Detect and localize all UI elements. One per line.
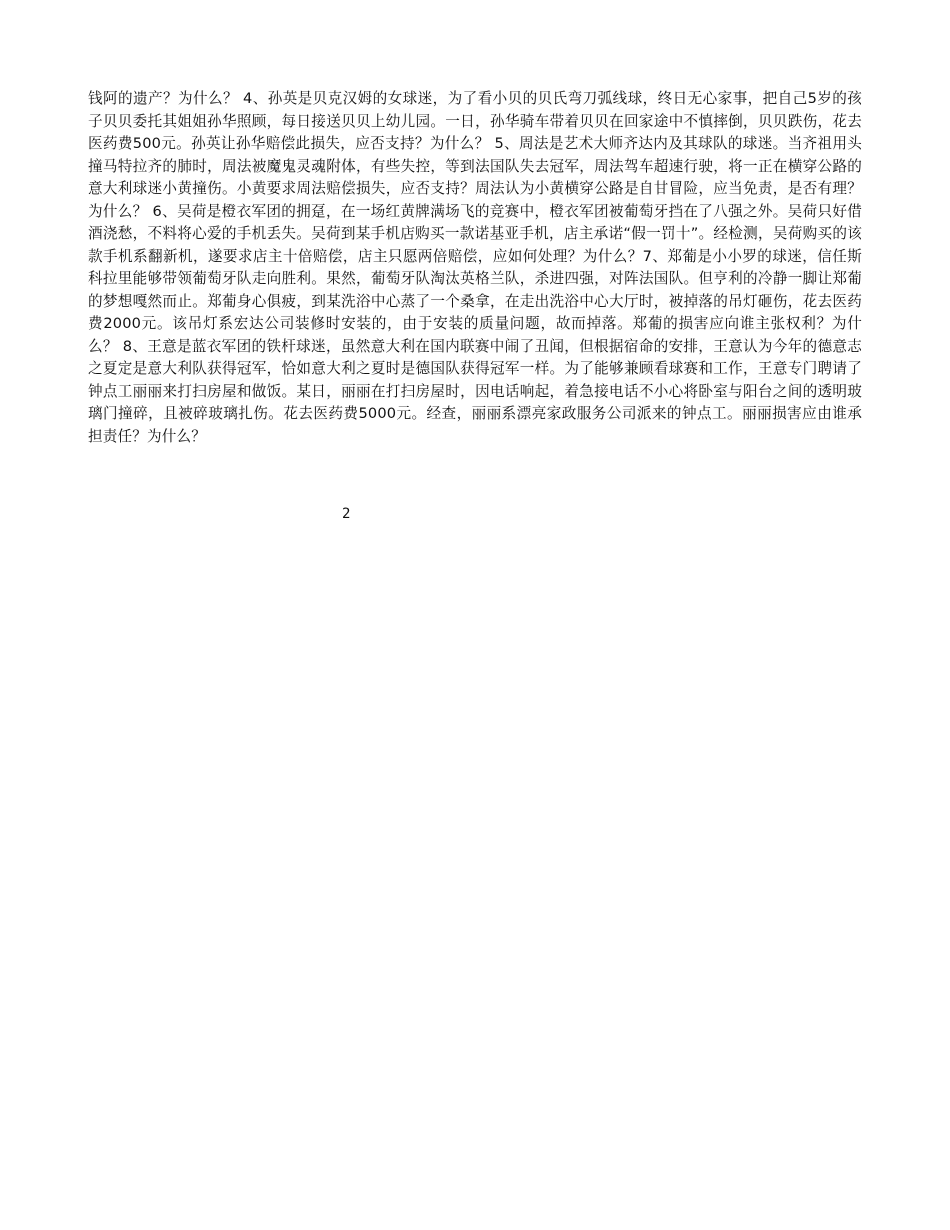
- body-paragraph: 钱阿的遗产？为什么？ 4、孙英是贝克汉姆的女球迷，为了看小贝的贝氏弯刀弧线球，终日无心家事，把自己5岁的孩子贝贝委托其姐姐孙华照顾，每日接送贝贝上幼儿园。一日，孙华骑车带着贝贝在回家途中不慎摔倒，贝贝跌伤，花去医药费500元。孙英让孙华赔偿此损失，应否支持？为什么？ 5、周法是艺术大师齐达内及其球队的球迷。当齐祖用头撞马特拉齐的肺时，周法被魔鬼灵魂附体，有些失控，等到法国队失去冠军，周法驾车超速行驶，将一正在横穿公路的意大利球迷小黄撞伤。小黄要求周法赔偿损失，应否支持？周法认为小黄横穿公路是自甘冒险，应当免责，是否有理？为什么？ 6、吴荷是橙衣军团的拥趸，在一场红黄牌满场飞的竞赛中，橙衣军团被葡萄牙挡在了八强之外。吴荷只好借酒浇愁，不料将心爱的手机丢失。吴荷到某手机店购买一款诺基亚手机，店主承诺“假一罚十”。经检测，吴荷购买的该款手机系翻新机，遂要求店主十倍赔偿，店主只愿两倍赔偿，应如何处理？为什么？7、郑葡是小小罗的球迷，信任斯科拉里能够带领葡萄牙队走向胜利。果然，葡萄牙队淘汰英格兰队，杀进四强，对阵法国队。但亨利的冷静一脚让郑葡的梦想嘎然而止。郑葡身心俱疲，到某洗浴中心蒸了一个桑拿，在走出洗浴中心大厅时，被掉落的吊灯砸伤，花去医药费2000元。该吊灯系宏达公司装修时安装的，由于安装的质量问题，故而掉落。郑葡的损害应向谁主张权利？为什么？ 8、王意是蓝衣军团的铁杆球迷，虽然意大利在国内联赛中闹了丑闻，但根据宿命的安排，王意认为今年的德意志之夏定是意大利队获得冠军，恰如意大利之夏时是德国队获得冠军一样。为了能够兼顾看球赛和工作，王意专门聘请了钟点工丽丽来打扫房屋和做饭。某日，丽丽在打扫房屋时，因电话响起，着急接电话不小心将卧室与阳台之间的透明玻璃门撞碎，且被碎玻璃扎伤。花去医药费5000元。经查，丽丽系漂亮家政服务公司派来的钟点工。丽丽损害应由谁承担责任？为什么？: [88, 90, 862, 445]
- page-number: 2: [342, 506, 351, 522]
